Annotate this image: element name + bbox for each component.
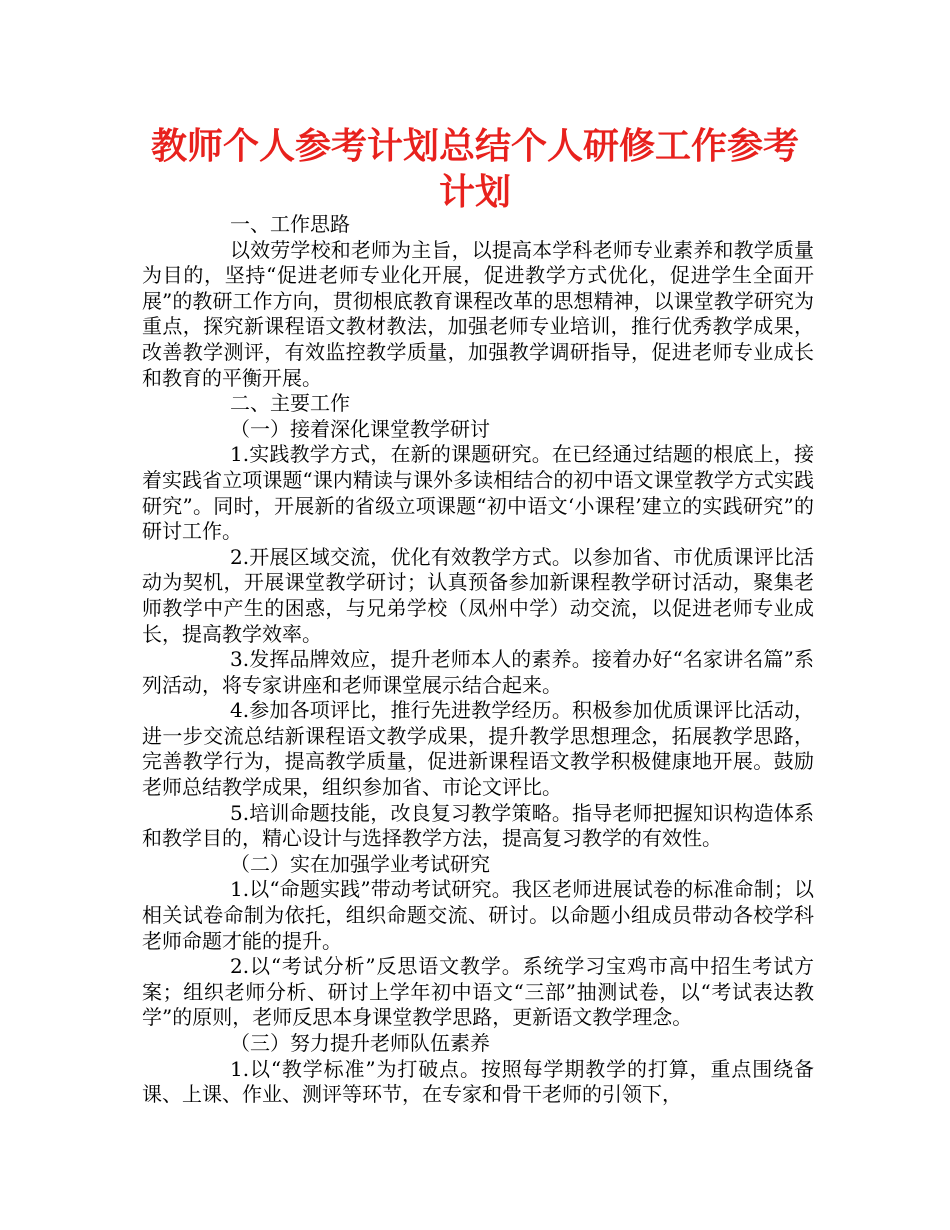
body-paragraph: 2.开展区域交流，优化有效教学方式。以参加省、市优质课评比活动为契机，开展课堂教学研讨；认真预备参加新课程教学研讨活动，聚集老师教学中产生的困惑，与兄弟学校（凤州中学）动交流，以促进老师专业成长，提高教学效率。 — [142, 544, 814, 646]
subsection-heading: （三）努力提升老师队伍素养 — [230, 1031, 490, 1055]
subsection-heading: （一）接着深化课堂教学研讨 — [230, 416, 490, 441]
body-paragraph: 1.实践教学方式，在新的课题研究。在已经通过结题的根底上，接着实践省立项课题“课内精读与课外多读相结合的初中语文课堂教学方式实践研究”。同时，开展新的省级立项课题“初中语文‘小课程’建立的实践研究”的研讨工作。 — [142, 442, 814, 544]
body-paragraph: 以效劳学校和老师为主旨，以提高本学科老师专业素养和教学质量为目的，坚持“促进老师专业化开展，促进教学方式优化，促进学生全面开展”的教研工作方向，贯彻根底教育课程改革的思想精神，以课堂教学研究为重点，探究新课程语文教材教法，加强老师专业培训，推行优秀教学成果，改善教学测评，有效监控教学质量，加强教学调研指导，促进老师专业成长和教育的平衡开展。 — [142, 237, 814, 390]
body-paragraph: 2.以“考试分析”反思语文教学。系统学习宝鸡市高中招生考试方案；组织老师分析、研讨上学年初中语文“三部”抽测试卷，以“考试表达教学”的原则，老师反思本身课堂教学思路，更新语文教学理念。 — [142, 954, 814, 1030]
document-title-line2: 计划 — [438, 172, 511, 213]
body-paragraph: 3.发挥品牌效应，提升老师本人的素养。接着办好“名家讲名篇”系列活动，将专家讲座和老师课堂展示结合起来。 — [142, 647, 814, 697]
body-paragraph: 5.培训命题技能，改良复习教学策略。指导老师把握知识构造体系和教学目的，精心设计与选择教学方法，提高复习教学的有效性。 — [142, 800, 814, 851]
body-paragraph: 4.参加各项评比，推行先进教学经历。积极参加优质课评比活动，进一步交流总结新课程语文教学成果，提升教学思想理念，拓展教学思路，完善教学行为，提高教学质量，促进新课程语文教学积极健康地开展。鼓励老师总结教学成果，组织参加省、市论文评比。 — [142, 698, 814, 800]
document-title-line1: 教师个人参考计划总结个人研修工作参考 — [150, 126, 799, 167]
body-paragraph: 1.以“教学标准”为打破点。按照每学期教学的打算，重点围绕备课、上课、作业、测评等环节，在专家和骨干老师的引领下， — [142, 1056, 814, 1107]
section-heading: 一、工作思路 — [230, 212, 350, 236]
document-body — [142, 212, 814, 1108]
section-heading: 二、主要工作 — [230, 391, 350, 416]
subsection-heading: （二）实在加强学业考试研究 — [230, 851, 490, 876]
body-paragraph: 1.以“命题实践”带动考试研究。我区老师进展试卷的标准命制；以相关试卷命制为依托，组织命题交流、研讨。以命题小组成员带动各校学科老师命题才能的提升。 — [142, 877, 814, 953]
